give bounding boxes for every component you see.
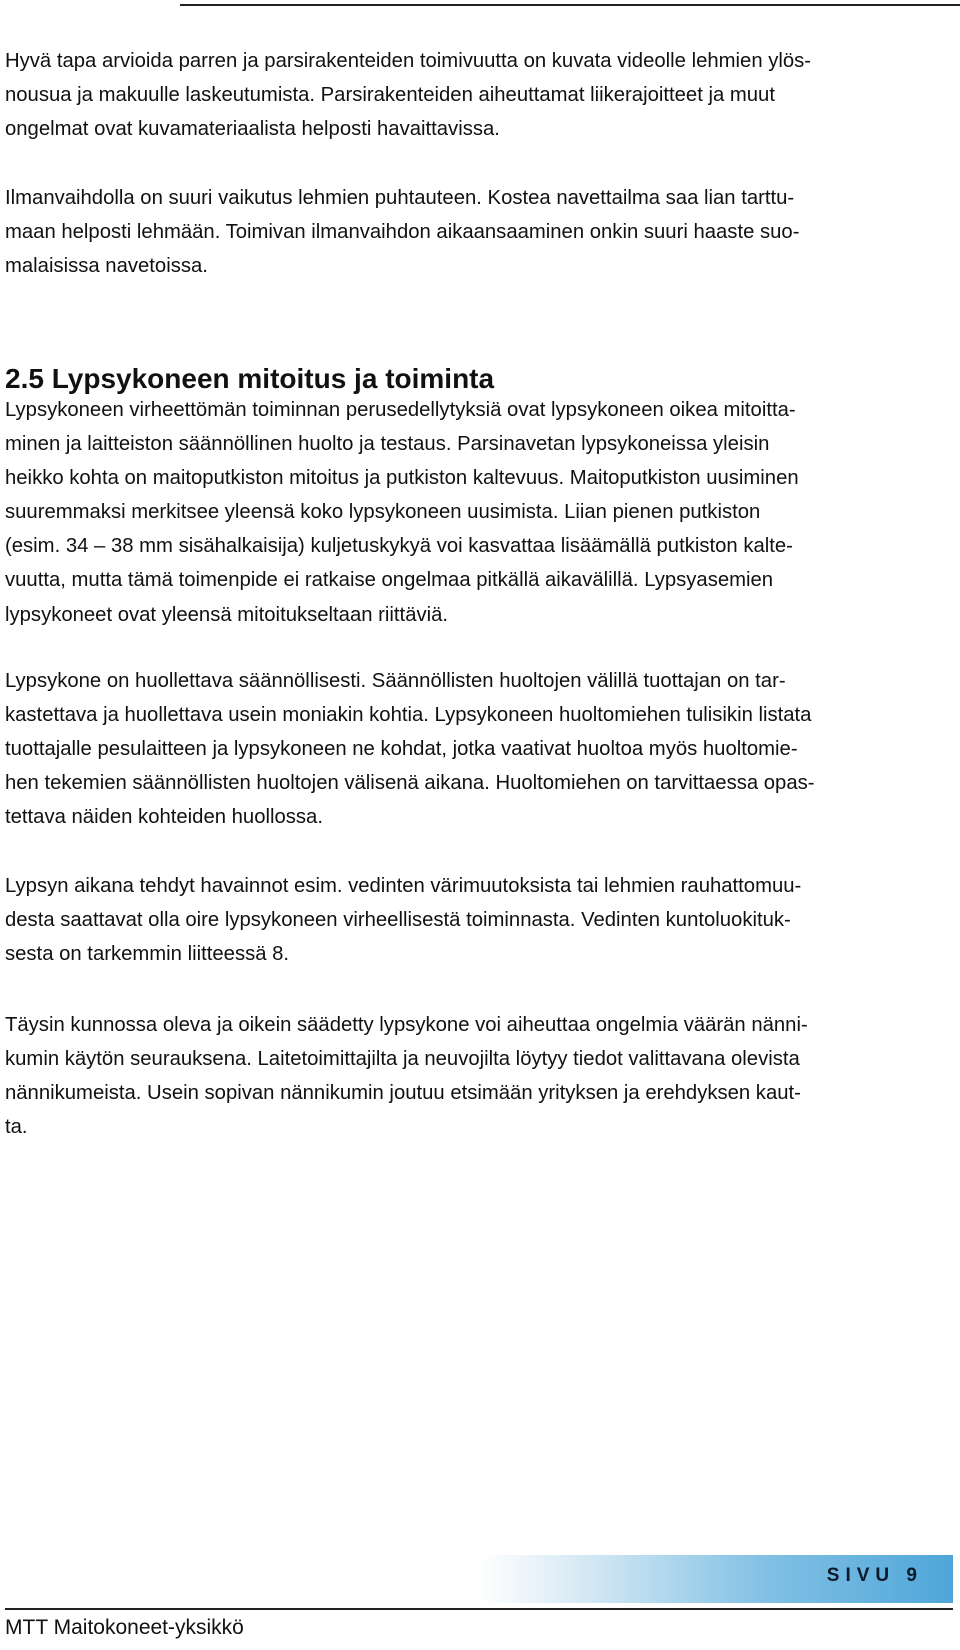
page-number-label: SIVU 9 — [826, 1565, 923, 1586]
paragraph-video-assessment: Hyvä tapa arvioida parren ja parsirakenteiden toimivuutta on kuvata videolle lehmien ylös- nousua ja makuulle laskeutumista. Parsirakenteiden aiheuttamat liikerajoitteet ja muut ongelmat ovat kuvamateriaalista helposti havaittavissa. — [5, 50, 812, 141]
section-heading: 2.5 Lypsykoneen mitoitus ja toiminta — [5, 363, 495, 394]
paragraph-teat-cups: Täysin kunnossa oleva ja oikein säädetty lypsykone voi aiheuttaa ongelmia väärän nänni- kumin käytön seurauksena. Laitetoimittajilta ja neuvojilta löytyy tiedot valittavana olevista nännikumeista. Usein sopivan nännikumin joutuu etsimään yrityksen ja erehdyksen kaut- ta. — [5, 1014, 808, 1139]
footer-gradient-band — [480, 1555, 953, 1603]
paragraph-maintenance: Lypsykone on huollettava säännöllisesti. Säännöllisten huoltojen välillä tuottajan on tar- kastettava ja huollettava usein moniakin kohtia. Lypsykoneen huoltomiehen tulisikin listata tuottajalle pesulaitteen ja lypsykoneen ne kohdat, jotka vaativat huoltoa myös huoltomie- hen tekemien säännöllisten huoltojen välisenä aikana. Huoltomiehen on tarvittaessa opas- tettava näiden kohteiden huollossa. — [5, 670, 815, 829]
footer-rule — [5, 1608, 953, 1610]
paragraph-ventilation: Ilmanvaihdolla on suuri vaikutus lehmien puhtauteen. Kostea navettailma saa lian tarttu- maan helposti lehmään. Toimivan ilmanvaihdon aikaansaaminen onkin suuri haaste suo- malaisissa navetoissa. — [5, 187, 800, 278]
paragraph-milking-machine-sizing: Lypsykoneen virheettömän toiminnan perusedellytyksiä ovat lypsykoneen oikea mitoitta- minen ja laitteiston säännöllinen huolto ja testaus. Parsinavetan lypsykoneissa yleisin heikko kohta on maitoputkiston mitoitus ja putkiston kaltevuus. Maitoputkiston uusiminen suuremmaksi merkitsee yleensä koko lypsykoneen uusimista. Liian pienen putkiston (esim. 34 – 38 mm sisähalkaisija) kuljetuskykyä voi kasvattaa lisäämällä putkiston kalte- vuutta, mutta tämä toimenpide ei ratkaise ongelmaa pitkällä aikavälillä. Lypsyasemien lypsykoneet ovat yleensä mitoitukseltaan riittäviä. — [5, 399, 799, 626]
paragraph-observations: Lypsyn aikana tehdyt havainnot esim. vedinten värimuutoksista tai lehmien rauhattomuu- desta saattavat olla oire lypsykoneen virheellisestä toiminnasta. Vedinten kuntoluokituk- sesta on tarkemmin liitteessä 8. — [5, 875, 802, 966]
footer-organization: MTT Maitokoneet-yksikkö — [5, 1616, 244, 1639]
header-rule — [180, 4, 960, 6]
